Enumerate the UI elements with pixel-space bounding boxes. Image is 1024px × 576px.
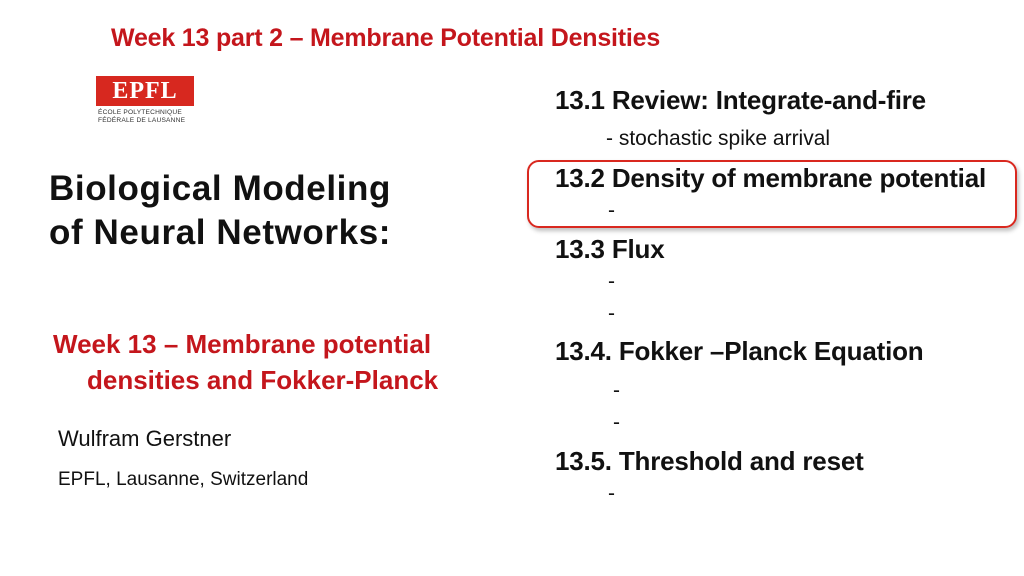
outline-sub-13-1: - stochastic spike arrival — [606, 127, 831, 150]
outline-bullet-13-4-a: - — [613, 379, 620, 402]
epfl-logo-line1: ÉCOLE POLYTECHNIQUE — [98, 109, 182, 116]
outline-bullet-13-2-a: - — [608, 199, 615, 222]
outline-bullet-13-5-a: - — [608, 482, 615, 505]
course-title-line1: Biological Modeling — [49, 169, 391, 208]
epfl-logo-mark: EPFL — [96, 76, 194, 106]
epfl-logo — [96, 76, 196, 130]
week-subtitle — [53, 326, 438, 398]
author-affiliation: EPFL, Lausanne, Switzerland — [58, 469, 309, 490]
outline-heading-13-2: 13.2 Density of membrane potential — [555, 163, 986, 193]
outline-heading-13-5: 13.5. Threshold and reset — [555, 446, 864, 476]
author-name: Wulfram Gerstner — [58, 426, 232, 451]
week-subtitle-line2: densities and Fokker-Planck — [87, 365, 439, 395]
outline-heading-13-3: 13.3 Flux — [555, 234, 665, 264]
course-title — [49, 167, 391, 255]
epfl-logo-line2: FÉDÉRALE DE LAUSANNE — [98, 117, 186, 124]
week-subtitle-line1: Week 13 – Membrane potential — [53, 329, 432, 359]
outline-bullet-13-3-a: - — [608, 270, 615, 293]
outline-heading-13-4: 13.4. Fokker –Planck Equation — [555, 336, 924, 366]
slide-title: Week 13 part 2 – Membrane Potential Densities — [111, 24, 661, 52]
course-title-line2: of Neural Networks: — [49, 213, 392, 252]
outline-bullet-13-4-b: - — [613, 411, 620, 434]
outline-bullet-13-3-b: - — [608, 302, 615, 325]
outline-heading-13-1: 13.1 Review: Integrate-and-fire — [555, 85, 926, 115]
